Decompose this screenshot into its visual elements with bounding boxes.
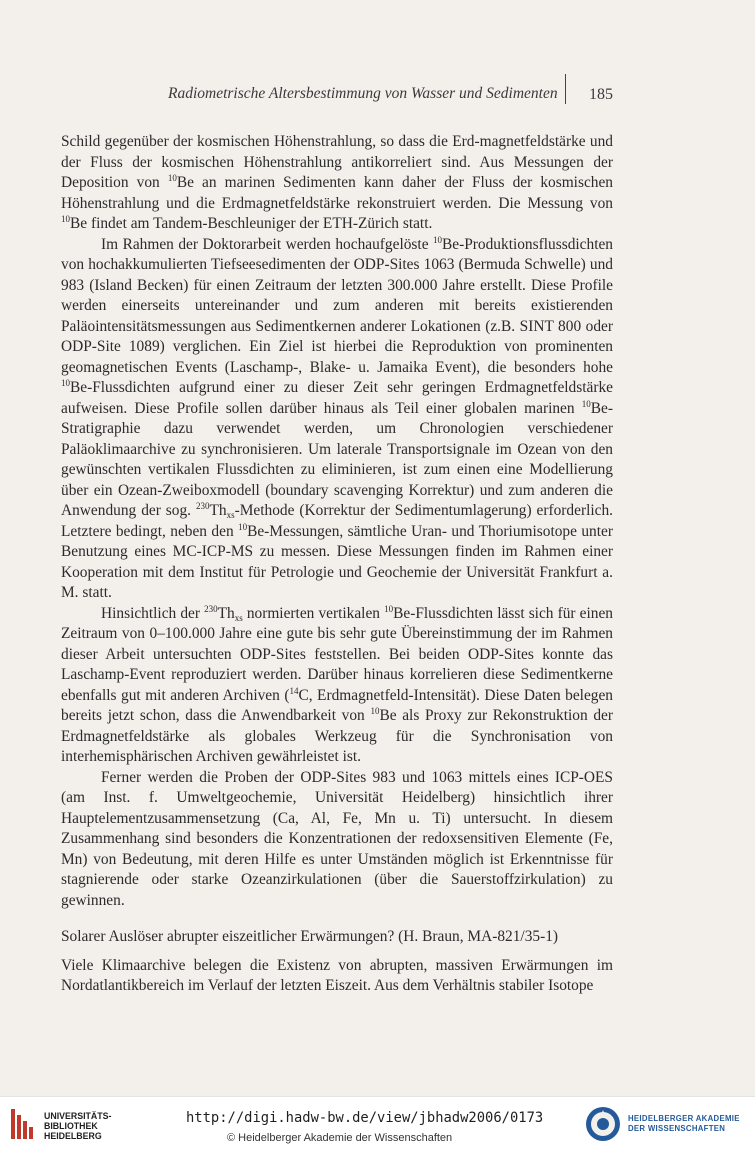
element-symbol: Th bbox=[217, 604, 235, 622]
academy-seal-icon bbox=[584, 1105, 622, 1143]
isotope-superscript: 14 bbox=[289, 685, 299, 696]
isotope-subscript: xs bbox=[234, 612, 243, 623]
page-number: 185 bbox=[589, 86, 613, 103]
paragraph-3 bbox=[61, 604, 613, 768]
library-logo-icon bbox=[10, 1107, 34, 1141]
academy-name-line-1: HEIDELBERGER AKADEMIE bbox=[628, 1114, 740, 1123]
paragraph-2-text-c: Be-Flussdichten aufgrund einer zu dieser Zeit sehr geringen Erdmagnetfeldstärke aufweisen. Diese Profile sollen darüber hinaus als Teil einer globalen marinen bbox=[61, 379, 613, 417]
paragraph-2-text-d: Be-Stratigraphie dazu verwendet werden, um Chronologien verschiedener Paläoklimaarchive zu synchronisieren. Um laterale Transportsignale im Ozean von den gewünschten vertikalen Flussdichten zu eliminieren, ist zum einen eine Modellierung über ein Ozean-Zweiboxmodell (boundary scavenging Korrektur) und zum anderen die Anwendung der sog. bbox=[61, 399, 613, 519]
paragraph-5: Viele Klimaarchive belegen die Existenz von abrupten, massiven Erwärmungen im Nordatlantikbereich im Verlauf der letzten Eiszeit. Aus dem Verhältnis stabiler Isotope bbox=[61, 956, 613, 994]
paragraph-1 bbox=[61, 132, 613, 235]
isotope-superscript: 10 bbox=[581, 398, 591, 409]
academy-name-line-2: DER WISSENSCHAFTEN bbox=[628, 1124, 726, 1133]
isotope-superscript: 10 bbox=[167, 173, 177, 183]
paragraph-1-text-a: Schild gegenüber der kosmischen Höhenstrahlung, so dass die Erd-magnetfeldstärke und der Fluss der kosmischen Höhenstrahlung antikorreliert sind. Aus Messungen der Deposition von bbox=[61, 133, 613, 191]
digital-copy-link[interactable]: http://digi.hadw-bw.de/view/jbhadw2006/0173 bbox=[186, 1110, 544, 1126]
paragraph-3-text-a: Hinsichtlich der bbox=[101, 604, 205, 622]
paragraph-3-text-c: normierten vertikalen bbox=[242, 604, 385, 622]
library-name-line-3: HEIDELBERG bbox=[44, 1131, 102, 1141]
paragraph-1-text-b: Be an marinen Sedimenten kann daher der Fluss der kosmischen Höhenstrahlung und die Erdmagnetfeldstärke rekonstruiert werden. Die Messung von bbox=[61, 174, 613, 212]
paragraph-1-text-c: Be findet am Tandem-Beschleuniger der ETH-Zürich statt. bbox=[70, 215, 433, 232]
paragraph-3-text-d: Be-Flussdichten lässt sich für einen Zeitraum von 0–100.000 Jahre eine gute bis sehr gute Übereinstimmung der im Rahmen dieser Arbeit untersuchten ODP-Sites feststellen. Bei beiden ODP-Sites konnte das Laschamp-Event reproduziert werden. Darüber hinaus korrelieren diese Sedimentkerne ebenfalls gut mit anderen Archiven ( bbox=[61, 604, 613, 704]
isotope-superscript: 10 bbox=[433, 234, 442, 245]
running-header-title: Radiometrische Altersbestimmung von Wasser und Sedimenten bbox=[168, 85, 558, 102]
library-name-line-1: UNIVERSITÄTS- bbox=[44, 1111, 112, 1121]
paragraph-2-text-f: -Methode (Korrektur der Sedimentumlagerung) erforderlich. Letztere bedingt, neben den bbox=[61, 502, 614, 540]
paragraph-2 bbox=[61, 235, 613, 604]
paragraph-4: Ferner werden die Proben der ODP-Sites 983 und 1063 mittels eines ICP-OES (am Inst. f. Umweltgeochemie, Universität Heidelberg) hinsichtlich ihrer Hauptelementzusammensetzung (Ca, Al, Fe, Mn u. Ti) untersucht. In diesem Zusammenhang sind besonders die Konzentrationen der redoxsensitiven Elemente (Fe, Mn) von Bedeutung, mit deren Hilfe es unter Umständen möglich ist Erkenntnisse für stagnierende oder starke Ozeanzirkulationen (über die Sauerstoffzirkulation) zu gewinnen. bbox=[61, 768, 613, 909]
paragraph-2-text-g: Be-Messungen, sämtliche Uran- und Thoriumisotope unter Benutzung eines MC-ICP-MS zu messen. Diese Messungen finden im Rahmen einer Kooperation mit dem Institut für Petrologie und Geochemie der Universität Frankfurt a. M. statt. bbox=[61, 522, 613, 601]
element-symbol: Th bbox=[209, 502, 227, 519]
isotope-superscript: 10 bbox=[370, 706, 380, 716]
isotope-superscript: 230 bbox=[196, 501, 210, 511]
isotope-superscript: 10 bbox=[61, 378, 70, 388]
body-text bbox=[61, 132, 613, 997]
paragraph-3-text-f: Be als Proxy zur Rekonstruktion der Erdmagnetfeldstärke als globales Werkzeug für die Synchronisation von interhemisphärischen Archiven gewährleistet ist. bbox=[61, 707, 613, 765]
paragraph-3-text-e: C, Erdmagnetfeld-Intensität). Diese Daten belegen bereits jetzt schon, dass die Anwendbarkeit von bbox=[61, 686, 613, 724]
copyright-notice: © Heidelberger Akademie der Wissenschaften bbox=[227, 1132, 453, 1144]
paragraph-2-text-b: Be-Produktionsflussdichten von hochakkumulierten Tiefseesedimenten der ODP-Sites 1063 (Bermuda Schwelle) und 983 (Island Becken) für einen Zeitraum der letzten 300.000 Jahre erstellt. Diese Profile werden einerseits untereinander und zum anderen mit bereits existierenden Paläointensitätsmessungen aus Sedimentkernen anderer Lokationen (z.B. SINT 800 oder ODP-Site 1089) verglichen. Ein Ziel ist hierbei die Reproduktion von prominenten geomagnetischen Events (Laschamp-, Blake- u. Jamaika Event), die besonders hohe bbox=[61, 235, 613, 376]
library-name bbox=[44, 1111, 111, 1141]
paragraph-2-text-a: Im Rahmen der Doktorarbeit werden hochaufgelöste bbox=[101, 235, 433, 253]
isotope-superscript: 230 bbox=[204, 603, 218, 614]
header-divider bbox=[565, 74, 566, 104]
academy-name bbox=[628, 1114, 740, 1134]
isotope-superscript: 10 bbox=[384, 603, 394, 614]
library-name-line-2: BIBLIOTHEK bbox=[44, 1121, 98, 1131]
isotope-subscript: xs bbox=[226, 510, 235, 520]
isotope-superscript: 10 bbox=[61, 214, 70, 224]
section-heading: Solarer Auslöser abrupter eiszeitlicher Erwärmungen? (H. Braun, MA-821/35-1) bbox=[61, 928, 559, 945]
footer-bar bbox=[0, 1096, 755, 1151]
isotope-superscript: 10 bbox=[238, 521, 248, 532]
